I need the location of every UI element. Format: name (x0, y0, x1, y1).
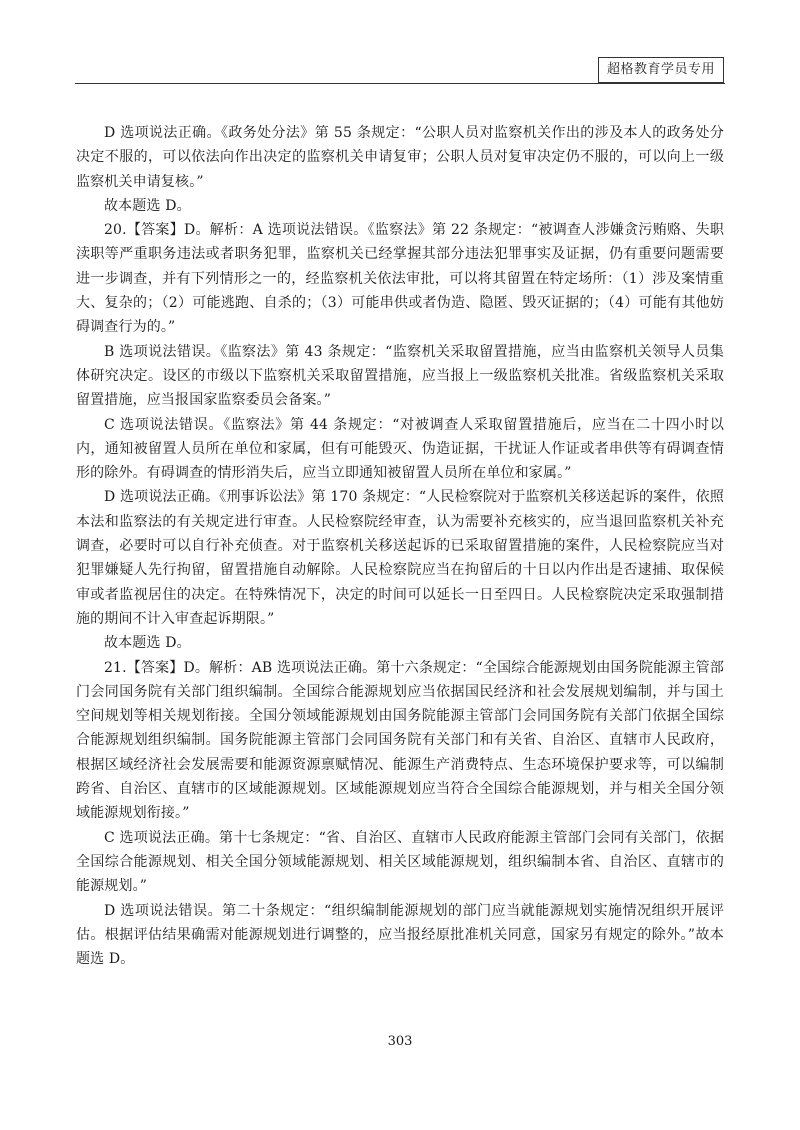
paragraph: D 选项说法错误。第二十条规定：“组织编制能源规划的部门应当就能源规划实施情况组织开展评估。根据评估结果确需对能源规划进行调整的，应当报经原批准机关同意，国家另有规定的除外。”故本题选 D。 (76, 902, 724, 968)
paragraph: C 选项说法错误。《监察法》第 44 条规定：“对被调查人采取留置措施后，应当在二十四小时以内，通知被留置人员所在单位和家属，但有可能毁灭、伪造证据，干扰证人作证或者串供等有碍调查情形的除外。有碍调查的情形消失后，应当立即通知被留置人员所在单位和家属。” (76, 416, 724, 482)
paragraph: 20.【答案】D。解析：A 选项说法错误。《监察法》第 22 条规定：“被调查人涉嫌贪污贿赂、失职渎职等严重职务违法或者职务犯罪，监察机关已经掌握其部分违法犯罪事实及证据，仍有重要问题需要进一步调查，并有下列情形之一的，经监察机关依法审批，可以将其留置在特定场所：（1）涉及案情重大、复杂的；（2）可能逃跑、自杀的；（3）可能串供或者伪造、隐匿、毁灭证据的；（4）可能有其他妨碍调查行为的。” (76, 222, 724, 336)
paragraph: 故本题选 D。 (104, 197, 191, 214)
page-number: 303 (387, 1034, 413, 1049)
paragraph: 故本题选 D。 (104, 635, 191, 652)
paragraph: D 选项说法正确。《刑事诉讼法》第 170 条规定：“人民检察院对于监察机关移送起诉的案件，依照本法和监察法的有关规定进行审查。人民检察院经审查，认为需要补充核实的，应当退回监察机关补充调查，必要时可以自行补充侦查。对于监察机关移送起诉的已采取留置措施的案件，人民检察院应当对犯罪嫌疑人先行拘留，留置措施自动解除。人民检察院应当在拘留后的十日以内作出是否逮捕、取保候审或者监视居住的决定。在特殊情况下，决定的时间可以延长一日至四日。人民检察院决定采取强制措施的期间不计入审查起诉期限。” (76, 489, 724, 627)
paragraph: C 选项说法正确。第十七条规定：“省、自治区、直辖市人民政府能源主管部门会同有关部门，依据全国综合能源规划、相关全国分领域能源规划、相关区域能源规划，组织编制本省、自治区、直辖市的能源规划。” (76, 829, 724, 895)
paragraph: B 选项说法错误。《监察法》第 43 条规定：“监察机关采取留置措施，应当由监察机关领导人员集体研究决定。设区的市级以下监察机关采取留置措施，应当报上一级监察机关批准。省级监察机关采取留置措施，应当报国家监察委员会备案。” (76, 343, 724, 409)
paragraph: 21.【答案】D。解析：AB 选项说法正确。第十六条规定：“全国综合能源规划由国务院能源主管部门会同国务院有关部门组织编制。全国综合能源规划应当依据国民经济和社会发展规划编制，并与国土空间规划等相关规划衔接。全国分领域能源规划由国务院能源主管部门会同国务院有关部门依据全国综合能源规划组织编制。国务院能源主管部门会同国务院有关部门和有关省、自治区、直辖市人民政府，根据区域经济社会发展需要和能源资源禀赋情况、能源生产消费特点、生态环境保护要求等，可以编制跨省、自治区、直辖市的区域能源规划。区域能源规划应当符合全国综合能源规划，并与相关全国分领域能源规划衔接。” (76, 659, 724, 822)
header-divider (75, 83, 725, 84)
header-badge: 超格教育学员专用 (598, 57, 724, 83)
paragraph: D 选项说法正确。《政务处分法》第 55 条规定：“公职人员对监察机关作出的涉及本人的政务处分决定不服的，可以依法向作出决定的监察机关申请复审；公职人员对复审决定仍不服的，可以向上一级监察机关申请复核。” (76, 125, 724, 190)
document-body (76, 121, 724, 971)
